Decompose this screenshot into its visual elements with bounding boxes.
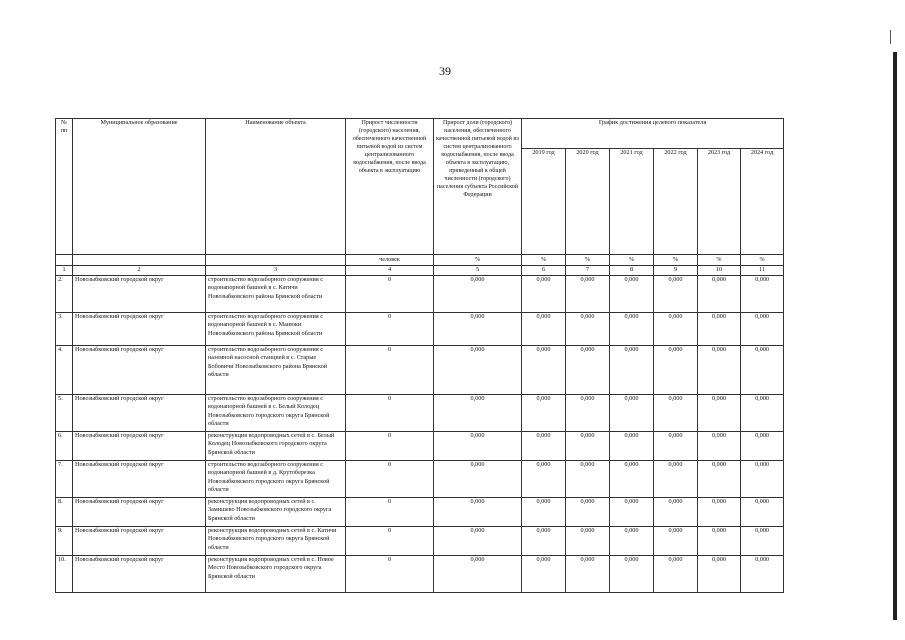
row-number: 5. [56, 395, 73, 432]
unit-cell-empty [73, 255, 206, 266]
value-2019-cell: 0,000 [522, 276, 566, 313]
municipality-cell: Новозыбковский городской округ [73, 276, 206, 313]
object-name-cell: строительство водозаборного сооружения с водонапорной башней в с. Катичи Новозыбковского района Брянской области [206, 276, 346, 313]
table-row [56, 498, 784, 527]
share-growth-cell: 0,000 [434, 432, 522, 461]
column-index: 10 [698, 266, 741, 276]
unit-cell-empty [56, 255, 73, 266]
value-2023-cell: 0,000 [698, 432, 741, 461]
municipality-cell: Новозыбковский городской округ [73, 395, 206, 432]
unit-cell: % [741, 255, 784, 266]
table-row [56, 461, 784, 498]
row-number: 4. [56, 346, 73, 395]
row-number: 7. [56, 461, 73, 498]
share-growth-cell: 0,000 [434, 276, 522, 313]
share-growth-cell: 0,000 [434, 527, 522, 556]
value-2022-cell: 0,000 [654, 276, 698, 313]
value-2019-cell: 0,000 [522, 527, 566, 556]
object-name-cell: реконструкция водопроводных сетей в с. Замишево Новозыбковского городского округа Брянской области [206, 498, 346, 527]
population-growth-cell: 0 [346, 527, 434, 556]
value-2020-cell: 0,000 [566, 556, 610, 593]
value-2024-cell: 0,000 [741, 395, 784, 432]
column-index: 6 [522, 266, 566, 276]
column-index: 9 [654, 266, 698, 276]
object-name-cell: строительство водозаборного сооружения с водонапорной башней в с. Манюки Новозыбковского района Брянской области [206, 313, 346, 346]
table-row [56, 432, 784, 461]
value-2022-cell: 0,000 [654, 395, 698, 432]
column-index: 8 [610, 266, 654, 276]
column-index: 5 [434, 266, 522, 276]
value-2023-cell: 0,000 [698, 395, 741, 432]
header-year-0: 2019 год [522, 149, 566, 255]
value-2024-cell: 0,000 [741, 461, 784, 498]
column-index: 4 [346, 266, 434, 276]
value-2021-cell: 0,000 [610, 395, 654, 432]
value-2022-cell: 0,000 [654, 346, 698, 395]
municipality-cell: Новозыбковский городской округ [73, 313, 206, 346]
unit-cell-empty [206, 255, 346, 266]
value-2019-cell: 0,000 [522, 395, 566, 432]
value-2022-cell: 0,000 [654, 527, 698, 556]
column-index: 3 [206, 266, 346, 276]
population-growth-cell: 0 [346, 276, 434, 313]
value-2020-cell: 0,000 [566, 527, 610, 556]
table-row [56, 346, 784, 395]
value-2020-cell: 0,000 [566, 461, 610, 498]
object-name-cell: строительство водозаборного сооружения с наземной насосной станцией в с. Старые Бобовичи Новозыбковского района Брянской области [206, 346, 346, 395]
share-growth-cell: 0,000 [434, 395, 522, 432]
table-row [56, 313, 784, 346]
municipality-cell: Новозыбковский городской округ [73, 556, 206, 593]
population-growth-cell: 0 [346, 461, 434, 498]
value-2021-cell: 0,000 [610, 276, 654, 313]
municipality-cell: Новозыбковский городской округ [73, 461, 206, 498]
value-2023-cell: 0,000 [698, 498, 741, 527]
value-2021-cell: 0,000 [610, 527, 654, 556]
value-2023-cell: 0,000 [698, 527, 741, 556]
unit-cell: % [654, 255, 698, 266]
unit-cell: % [522, 255, 566, 266]
value-2022-cell: 0,000 [654, 432, 698, 461]
municipality-cell: Новозыбковский городской округ [73, 527, 206, 556]
header-population-growth: Прирост численности (городского) населения, обеспеченного качественной питьевой водой из систем централизованного водоснабжения, после ввода объекта в эксплуатацию [346, 119, 434, 255]
share-growth-cell: 0,000 [434, 313, 522, 346]
value-2019-cell: 0,000 [522, 432, 566, 461]
value-2019-cell: 0,000 [522, 498, 566, 527]
value-2019-cell: 0,000 [522, 346, 566, 395]
scan-artifact-small [890, 30, 891, 44]
value-2021-cell: 0,000 [610, 556, 654, 593]
value-2024-cell: 0,000 [741, 527, 784, 556]
population-growth-cell: 0 [346, 498, 434, 527]
value-2019-cell: 0,000 [522, 556, 566, 593]
header-schedule: График достижения целевого показателя [522, 119, 784, 149]
header-year-1: 2020 год [566, 149, 610, 255]
object-name-cell: строительство водозаборного сооружения с водонапорной башней в д. Крутоберезка Новозыбковского городского округа Брянской области [206, 461, 346, 498]
share-growth-cell: 0,000 [434, 498, 522, 527]
unit-cell: человек [346, 255, 434, 266]
municipality-cell: Новозыбковский городской округ [73, 432, 206, 461]
value-2024-cell: 0,000 [741, 432, 784, 461]
value-2024-cell: 0,000 [741, 556, 784, 593]
value-2021-cell: 0,000 [610, 461, 654, 498]
value-2021-cell: 0,000 [610, 346, 654, 395]
unit-cell: % [434, 255, 522, 266]
value-2023-cell: 0,000 [698, 461, 741, 498]
header-num: № пп [56, 119, 73, 255]
scan-edge-bar [893, 52, 897, 620]
column-index: 2 [73, 266, 206, 276]
value-2022-cell: 0,000 [654, 556, 698, 593]
municipality-cell: Новозыбковский городской округ [73, 498, 206, 527]
value-2023-cell: 0,000 [698, 313, 741, 346]
value-2024-cell: 0,000 [741, 498, 784, 527]
object-name-cell: реконструкция водопроводных сетей в с. Катичи Новозыбковского городского округа Брянской области [206, 527, 346, 556]
population-growth-cell: 0 [346, 432, 434, 461]
value-2023-cell: 0,000 [698, 346, 741, 395]
population-growth-cell: 0 [346, 395, 434, 432]
object-name-cell: реконструкция водопроводных сетей в с. Белый Колодец Новозыбковского городского округа Брянской области [206, 432, 346, 461]
row-number: 3. [56, 313, 73, 346]
value-2022-cell: 0,000 [654, 461, 698, 498]
value-2021-cell: 0,000 [610, 498, 654, 527]
header-share-growth: Прирост доли (городского) населения, обеспеченного качественной питьевой водой из систем централизованного водоснабжения, после ввода объекта в эксплуатацию, приведенный к общей численности (городского) населения субъекта Российской Федерации [434, 119, 522, 255]
column-index: 11 [741, 266, 784, 276]
value-2020-cell: 0,000 [566, 432, 610, 461]
value-2023-cell: 0,000 [698, 276, 741, 313]
header-year-5: 2024 год [741, 149, 784, 255]
table-row [56, 527, 784, 556]
table-row [56, 556, 784, 593]
value-2020-cell: 0,000 [566, 498, 610, 527]
value-2020-cell: 0,000 [566, 346, 610, 395]
unit-cell: % [698, 255, 741, 266]
header-year-2: 2021 год [610, 149, 654, 255]
population-growth-cell: 0 [346, 313, 434, 346]
header-year-4: 2023 год [698, 149, 741, 255]
value-2019-cell: 0,000 [522, 461, 566, 498]
municipality-cell: Новозыбковский городской округ [73, 346, 206, 395]
value-2021-cell: 0,000 [610, 313, 654, 346]
object-name-cell: реконструкция водопроводных сетей в с. Новое Место Новозыбковского городского округа Брянской области [206, 556, 346, 593]
row-number: 6. [56, 432, 73, 461]
unit-cell: % [566, 255, 610, 266]
population-growth-cell: 0 [346, 556, 434, 593]
row-number: 8. [56, 498, 73, 527]
object-name-cell: строительство водозаборного сооружения с водонапорной башней в с. Белый Колодец Новозыбковского городского округа Брянской области [206, 395, 346, 432]
targets-table [55, 118, 784, 593]
value-2020-cell: 0,000 [566, 313, 610, 346]
table-row [56, 395, 784, 432]
unit-cell: % [610, 255, 654, 266]
row-number: 10. [56, 556, 73, 593]
value-2022-cell: 0,000 [654, 313, 698, 346]
value-2024-cell: 0,000 [741, 276, 784, 313]
column-index: 7 [566, 266, 610, 276]
row-number: 2. [56, 276, 73, 313]
page-number: 39 [439, 64, 451, 78]
share-growth-cell: 0,000 [434, 556, 522, 593]
header-year-3: 2022 год [654, 149, 698, 255]
value-2022-cell: 0,000 [654, 498, 698, 527]
header-object: Наименование объекта [206, 119, 346, 255]
column-index: 1 [56, 266, 73, 276]
header-municipality: Муниципальное образование [73, 119, 206, 255]
population-growth-cell: 0 [346, 346, 434, 395]
share-growth-cell: 0,000 [434, 346, 522, 395]
value-2021-cell: 0,000 [610, 432, 654, 461]
value-2024-cell: 0,000 [741, 313, 784, 346]
value-2024-cell: 0,000 [741, 346, 784, 395]
table-row [56, 276, 784, 313]
value-2023-cell: 0,000 [698, 556, 741, 593]
row-number: 9. [56, 527, 73, 556]
value-2020-cell: 0,000 [566, 395, 610, 432]
value-2020-cell: 0,000 [566, 276, 610, 313]
value-2019-cell: 0,000 [522, 313, 566, 346]
share-growth-cell: 0,000 [434, 461, 522, 498]
